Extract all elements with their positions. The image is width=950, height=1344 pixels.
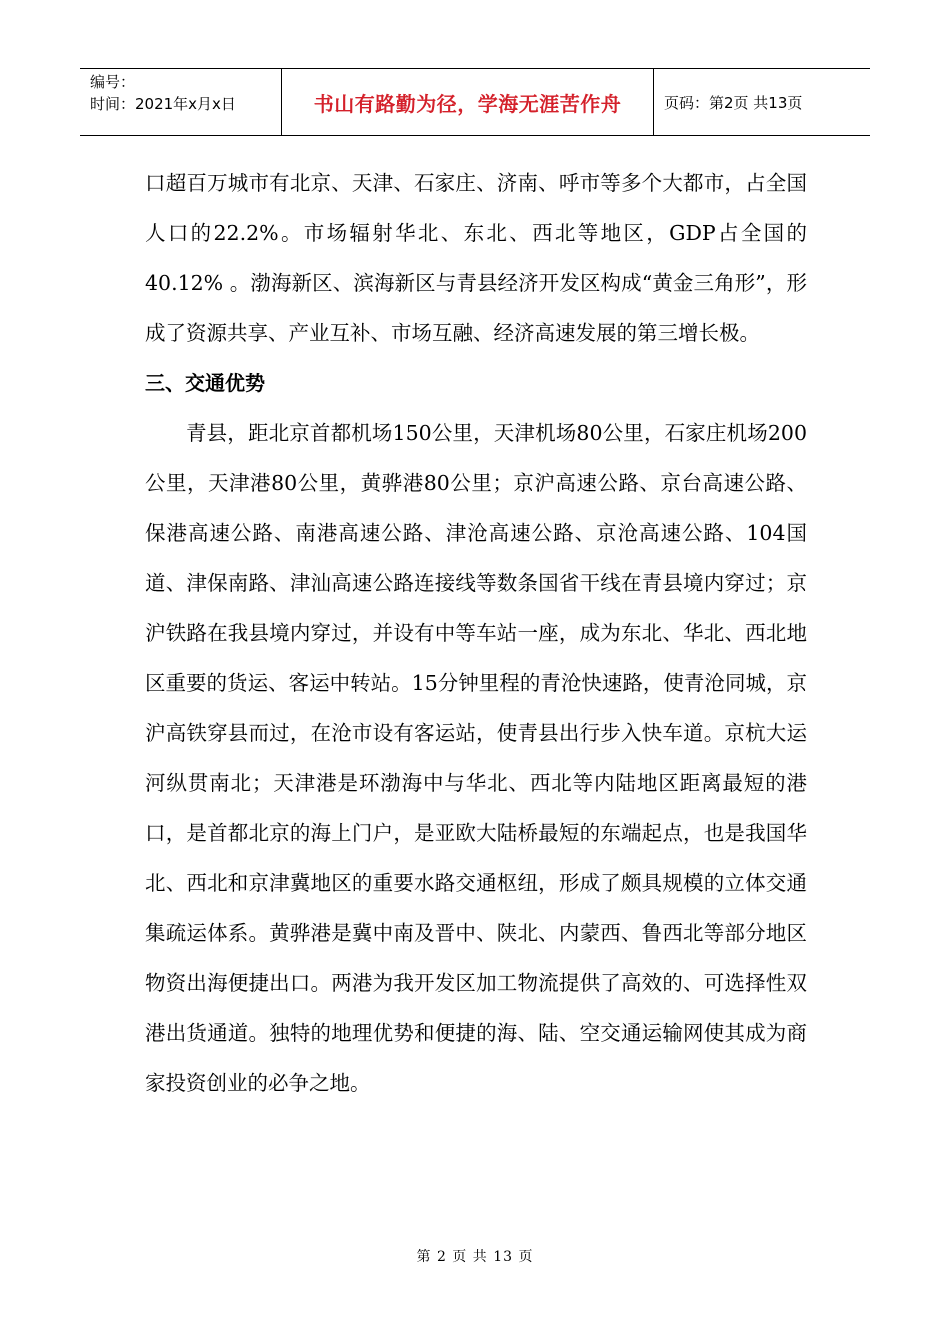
header-motto: 书山有路勤为径，学海无涯苦作舟 xyxy=(282,69,654,135)
header-meta-cell xyxy=(80,69,282,135)
document-body xyxy=(145,158,807,1108)
header-page-info: 页码：第2页 共13页 xyxy=(664,93,803,112)
document-number-label: 编号： xyxy=(90,73,136,91)
body-paragraph: 口超百万城市有北京、天津、石家庄、济南、呼市等多个大都市，占全国人口的22.2%。市场辐射华北、东北、西北等地区，GDP占全国的40.12% 。渤海新区、滨海新区与青县经济开发区构成“黄金三角形”，形成了资源共享、产业互补、市场互融、经济高速发展的第三增长极。 xyxy=(145,171,807,345)
section-heading: 三、交通优势 xyxy=(145,371,265,395)
body-paragraph: 青县，距北京首都机场150公里，天津机场80公里，石家庄机场200公里，天津港80公里，黄骅港80公里；京沪高速公路、京台高速公路、保港高速公路、南港高速公路、津沧高速公路、京沧高速公路、104国道、津保南路、津汕高速公路连接线等数条国省干线在青县境内穿过；京沪铁路在我县境内穿过，并设有中等车站一座，成为东北、华北、西北地区重要的货运、客运中转站。15分钟里程的青沧快速路，使青沧同城，京沪高铁穿县而过，在沧市设有客运站，使青县出行步入快车道。京杭大运河纵贯南北；天津港是环渤海中与华北、西北等内陆地区距离最短的港口，是首都北京的海上门户，是亚欧大陆桥最短的东端起点，也是我国华北、西北和京津冀地区的重要水路交通枢纽，形成了颇具规模的立体交通集疏运体系。黄骅港是冀中南及晋中、陕北、内蒙西、鲁西北等部分地区物资出海便捷出口。两港为我开发区加工物流提供了高效的、可选择性双港出货通道。独特的地理优势和便捷的海、陆、空交通运输网使其成为商家投资创业的必争之地。 xyxy=(145,421,807,1095)
document-header xyxy=(80,68,870,136)
page-footer: 第 2 页 共 13 页 xyxy=(416,1249,534,1265)
document-date-label: 时间：2021年x月x日 xyxy=(90,95,236,113)
